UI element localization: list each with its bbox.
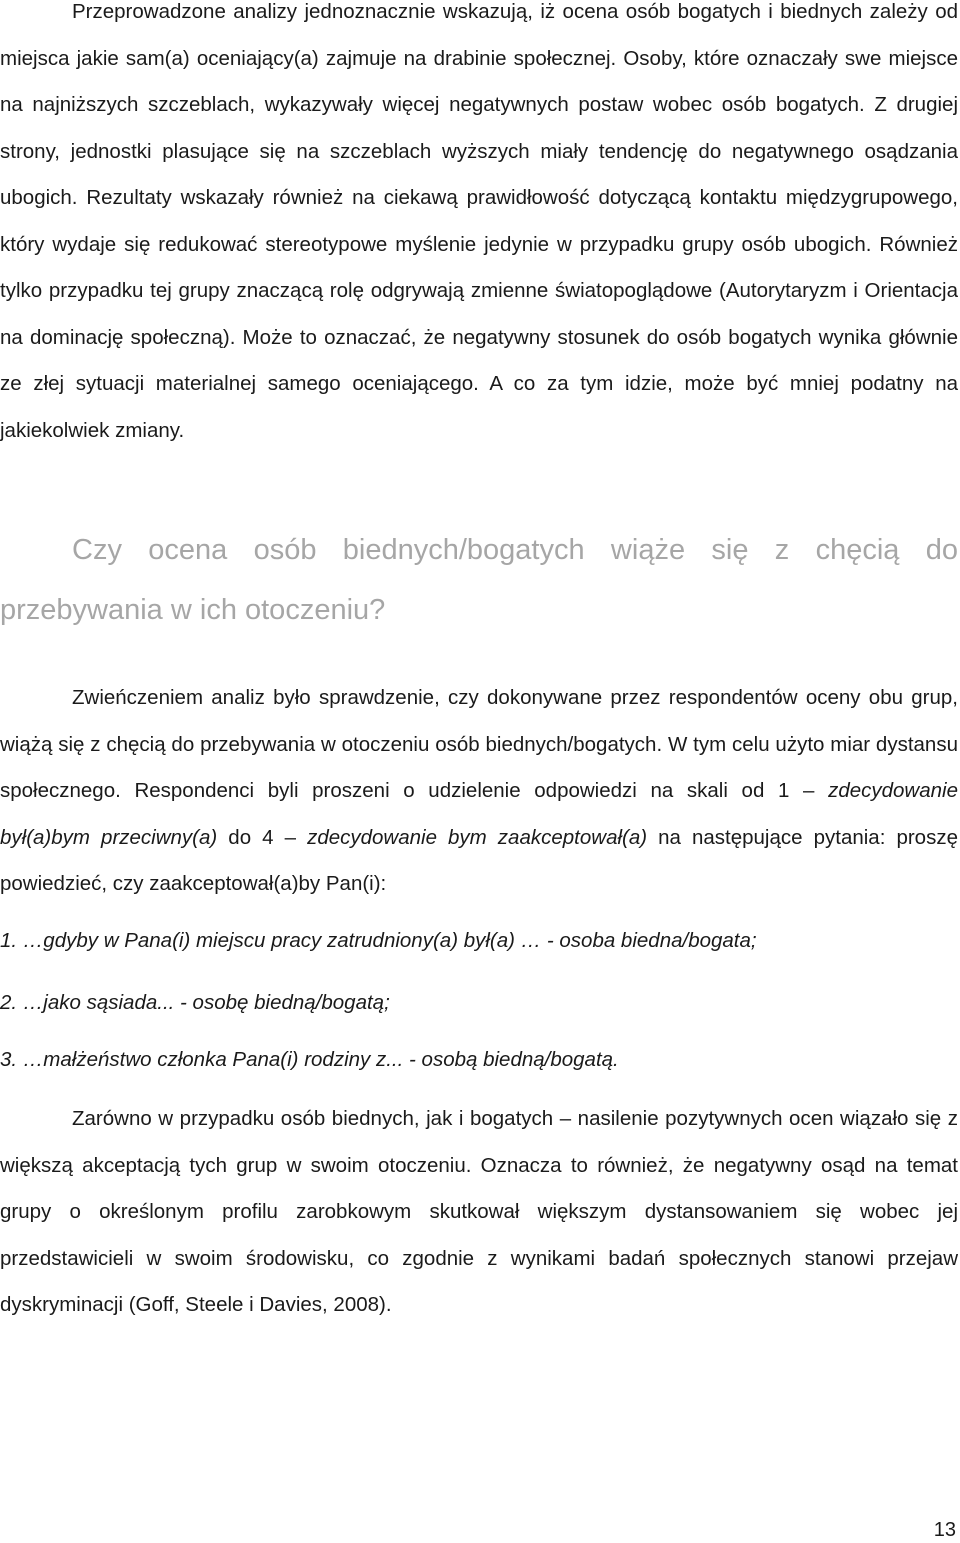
- paragraph-method-part-1: Zwieńczeniem analiz było sprawdzenie, czy dokonywane przez respondentów oceny obu grup, wiążą się z chęcią do przebywania w otoczeniu osób biednych/bogatych. W tym celu użyto miar dystansu społecznego. Respondenci byli proszeni o udzielenie odpowiedzi na skali od 1 –: [0, 686, 958, 802]
- scale-low-label: zdecydowanie był(a)bym przeciwny(a): [0, 779, 958, 849]
- paragraph-conclusions-text: Przeprowadzone analizy jednoznacznie wskazują, iż ocena osób bogatych i biednych zależy od miejsca jakie sam(a) oceniający(a) zajmuje na drabinie społecznej. Osoby, które oznaczały swe miejsce na najniższych szczeblach, wykazywały więcej negatywnych postaw wobec osób bogatych. Z drugiej strony, jednostki plasujące się na szczeblach wyższych miały tendencję do negatywnego osądzania ubogich. Rezultaty wskazały również na ciekawą prawidłowość dotyczącą kontaktu międzygrupowego, który wydaje się redukować stereotypowe myślenie jedynie w przypadku grupy osób ubogich. Również tylko przypadku tej grupy znaczącą rolę odgrywają zmienne światopoglądowe (Autorytaryzm i Orientacja na dominację społeczną). Może to oznaczać, że negatywny stosunek do osób bogatych wynika głównie ze złej sytuacji materialnej samego oceniającego. A co za tym idzie, może być mniej podatny na jakiekolwiek zmiany.: [0, 0, 958, 442]
- question-item-1-text: 1. …gdyby w Pana(i) miejscu pracy zatrudniony(a) był(a) … - osoba biedna/bogata;: [0, 929, 757, 952]
- section-heading: [0, 520, 958, 640]
- question-item-2-text: 2. …jako sąsiada... - osobę biedną/bogatą;: [0, 991, 390, 1014]
- paragraph-method: [0, 675, 958, 908]
- scale-high-label: zdecydowanie bym zaakceptował(a): [307, 825, 648, 849]
- question-item-1: [0, 926, 958, 956]
- question-item-3: [0, 1045, 958, 1075]
- paragraph-method-part-2: do 4 –: [217, 825, 308, 849]
- paragraph-conclusions: [0, 0, 958, 454]
- paragraph-method-part-3: na następujące pytania: proszę powiedzieć, czy zaakceptował(a)by Pan(i):: [0, 825, 958, 895]
- question-item-3-text: 3. …małżeństwo członka Pana(i) rodziny z... - osobą biedną/bogatą.: [0, 1048, 619, 1071]
- paragraph-results-text: Zarówno w przypadku osób biednych, jak i bogatych – nasilenie pozytywnych ocen wiązało się z większą akceptacją tych grup w swoim otoczeniu. Oznacza to również, że negatywny osąd na temat grupy o określonym profilu zarobkowym skutkował większym dystansowaniem się wobec jej przedstawicieli w swoim środowisku, co zgodnie z wynikami badań społecznych stanowi przejaw dyskryminacji (Goff, Steele i Davies, 2008).: [0, 1107, 958, 1316]
- paragraph-results: [0, 1096, 958, 1329]
- section-heading-text: Czy ocena osób biednych/bogatych wiąże się z chęcią do przebywania w ich otoczeniu?: [0, 534, 958, 626]
- question-item-2: [0, 988, 958, 1018]
- page-number: 13: [933, 1519, 956, 1541]
